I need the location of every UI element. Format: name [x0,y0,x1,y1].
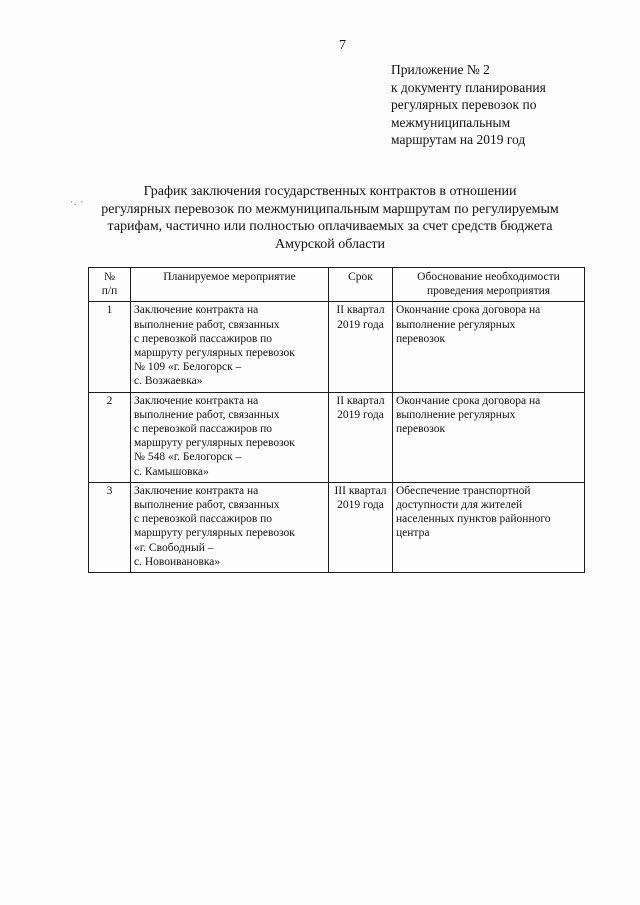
event-line: маршруту регулярных перевозок [134,437,295,450]
page-number: 7 [339,38,346,53]
title-line: График заключения государственных контрактов в отношении [143,184,517,199]
event-line: № 548 «г. Белогорск – [134,451,242,464]
event-line: № 109 «г. Белогорск – [134,361,242,374]
table-row [89,392,585,482]
basis-line: доступности для жителей [396,499,523,512]
appendix-line: к документу планирования [391,79,546,95]
header-basis [393,268,585,302]
appendix-line: маршрутам на 2019 год [391,132,526,147]
event-line: Заключение контракта на [134,304,259,317]
row-term [329,392,393,482]
title-line: регулярных перевозок по межмуниципальным маршрутам по регулируемым [101,201,559,217]
document-title [80,183,580,253]
event-line: Заключение контракта на [134,484,259,497]
table-row [89,482,585,572]
basis-line: Обеспечение транспортной [396,484,531,497]
appendix-note [391,61,621,149]
basis-line: Окончание срока договора на [396,304,541,317]
row-event [131,392,329,482]
row-event [131,302,329,392]
contracts-schedule-table [88,267,585,573]
table-header-row [89,268,585,302]
term-line: 2019 года [337,499,384,512]
event-line: выполнение работ, связанных [134,408,280,421]
title-line: тарифам, частично или полностью оплачиваемых за счет средств бюджета [107,219,553,234]
row-basis [393,482,585,572]
event-line: Заключение контракта на [134,394,259,407]
basis-line: Окончание срока договора на [396,394,541,407]
row-term [329,302,393,392]
event-line: выполнение работ, связанных [134,499,280,512]
table-row [89,302,585,392]
appendix-line: межмуниципальным [391,114,511,130]
basis-line: центра [396,527,430,540]
row-term [329,482,393,572]
term-line: III квартал [334,484,387,497]
row-basis [393,392,585,482]
row-event [131,482,329,572]
appendix-line: Приложение № 2 [391,62,490,77]
event-line: с. Новоивановка» [134,555,221,568]
basis-line: перевозок [396,332,446,345]
event-line: с перевозкой пассажиров по [134,513,273,526]
appendix-line: регулярных перевозок по [391,97,537,112]
header-event-line: Планируемое мероприятие [163,271,296,283]
event-line: с. Возжаевка» [134,375,203,388]
basis-line: выполнение регулярных [396,408,516,421]
event-line: с перевозкой пассажиров по [134,332,273,345]
term-line: II квартал [336,304,385,317]
header-basis-line: Обоснование необходимости [417,271,560,283]
term-line: 2019 года [337,318,384,331]
header-num-line: № [104,271,115,283]
header-term-line: Срок [348,271,373,283]
basis-line: выполнение регулярных [396,318,516,331]
row-number: 1 [89,302,131,392]
basis-line: перевозок [396,423,446,436]
header-event [131,268,329,302]
header-basis-line: проведения мероприятия [426,285,551,298]
event-line: маршруту регулярных перевозок [134,527,295,540]
scan-speck: ·. · [70,197,85,207]
event-line: маршруту регулярных перевозок [134,347,295,360]
event-line: выполнение работ, связанных [134,318,280,331]
term-line: 2019 года [337,408,384,421]
row-number: 2 [89,392,131,482]
header-num [89,268,131,302]
term-line: II квартал [336,394,385,407]
event-line: «г. Свободный – [134,541,214,554]
title-line: Амурской области [274,236,386,252]
row-basis [393,302,585,392]
row-number: 3 [89,482,131,572]
basis-line: населенных пунктов районного [396,513,551,526]
header-num-line: п/п [101,285,118,298]
event-line: с перевозкой пассажиров по [134,423,273,436]
header-term [329,268,393,302]
event-line: с. Камышовка» [134,465,209,478]
